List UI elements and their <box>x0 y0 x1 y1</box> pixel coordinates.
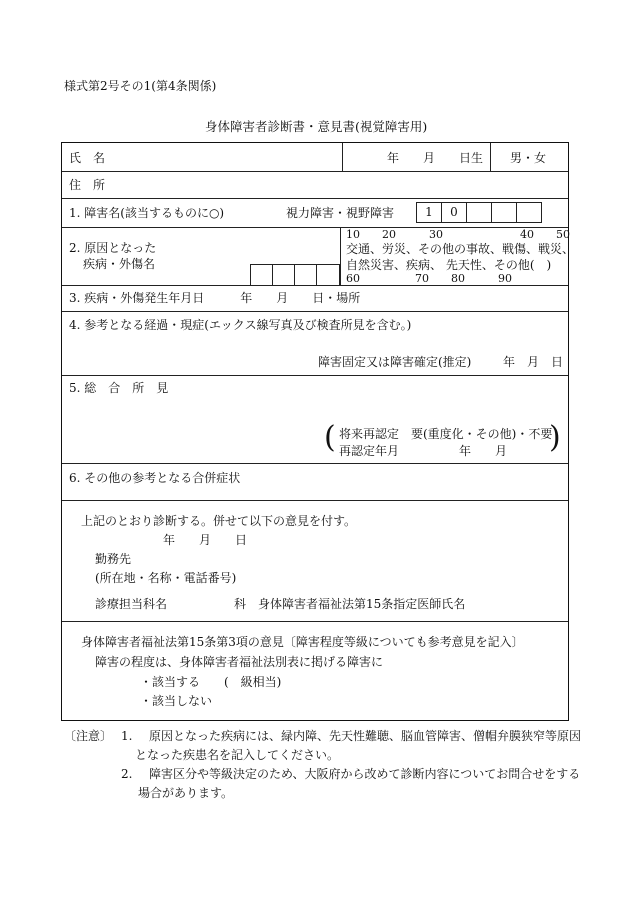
note-1-number: 1. <box>121 729 133 743</box>
name-label: 氏 名 <box>69 151 106 165</box>
gender-field[interactable]: 男・女 <box>510 151 547 165</box>
gender-divider <box>490 143 491 171</box>
note-1-line1: 原因となった疾病には、緑内障、先天性難聴、脳血管障害、僧帽弁膜狭窄等原因 <box>149 729 582 743</box>
cause-divider <box>340 227 341 285</box>
note-2-line1: 障害区分や等級決定のため、大阪府から改めて診断内容についてお問合せをする <box>149 767 581 781</box>
declaration-date[interactable]: 年 月 日 <box>163 533 248 547</box>
cause-label-line2: 疾病・外傷名 <box>83 257 156 271</box>
workplace-detail: (所在地・名称・電話番号) <box>95 571 237 585</box>
form-number: 様式第2号その1(第4条関係) <box>64 79 217 93</box>
cause-codes-bottom: 60 70 80 90 <box>346 272 512 285</box>
row-divider <box>62 375 568 376</box>
disability-type[interactable]: 視力障害・視野障害 <box>286 206 395 220</box>
opinion-option-applicable[interactable]: ・該当する ( 級相当) <box>140 675 282 689</box>
department-label: 診療担当科名 <box>95 597 168 611</box>
cause-code-cells[interactable] <box>250 264 340 286</box>
recert-bracket-right: ) <box>549 420 561 455</box>
name-divider <box>342 143 343 171</box>
cause-options-line2[interactable]: 自然災害、疾病、 先天性、その他( ) <box>346 258 552 272</box>
birth-date-field[interactable]: 年 月 日生 <box>387 151 484 165</box>
disability-label: 1. 障害名(該当するものに○) <box>69 206 225 220</box>
note-2-line2: 場合があります。 <box>138 786 234 800</box>
doctor-name-label: 科 身体障害者福祉法第15条指定医師氏名 <box>234 597 466 611</box>
opinion-line: 障害の程度は、身体障害者福祉法別表に掲げる障害に <box>95 655 384 669</box>
cause-codes-top: 10 20 30 40 50 <box>346 228 570 241</box>
disability-code-cell[interactable] <box>491 202 517 223</box>
disability-code-cell[interactable] <box>466 202 492 223</box>
findings-label: 5. 総 合 所 見 <box>69 381 169 395</box>
row-divider <box>62 171 568 172</box>
recert-line2[interactable]: 再認定年月 年 月 <box>339 444 508 458</box>
fixed-status: 障害固定又は障害確定(推定) <box>318 355 472 369</box>
disability-code-cell[interactable]: 1 <box>416 202 442 223</box>
row-divider <box>62 311 568 312</box>
opinion-heading: 身体障害者福祉法第15条第3項の意見〔障害程度等級についても参考意見を記入〕 <box>81 635 524 649</box>
opinion-option-not-applicable[interactable]: ・該当しない <box>140 694 213 708</box>
disability-code-cell[interactable]: 0 <box>441 202 467 223</box>
address-label: 住 所 <box>69 178 106 192</box>
cause-code-divider <box>272 264 273 285</box>
history-label: 4. 参考となる経過・現症(エックス線写真及び検査所見を含む。) <box>69 318 412 332</box>
recert-bracket-left: ( <box>324 420 336 455</box>
note-1-line2: となった疾患名を記入してください。 <box>135 748 340 762</box>
other-symptoms-label: 6. その他の参考となる合併症状 <box>69 471 241 485</box>
fixed-date-field[interactable]: 年 月 日 <box>503 355 564 369</box>
row-divider <box>62 198 568 199</box>
notes-label: 〔注意〕 <box>64 729 113 743</box>
row-divider <box>62 621 568 622</box>
workplace-label: 勤務先 <box>95 552 132 566</box>
recert-line1[interactable]: 将来再認定 要(重度化・その他)・不要 <box>339 427 553 441</box>
row-divider <box>62 500 568 501</box>
row-divider <box>62 463 568 464</box>
page-title: 身体障害者診断書・意見書(視覚障害用) <box>205 119 428 134</box>
cause-code-divider <box>294 264 295 285</box>
disability-code-cell[interactable] <box>516 202 542 223</box>
cause-options-line1[interactable]: 交通、労災、その他の事故、戦傷、戦災、 <box>346 242 575 256</box>
note-2-number: 2. <box>121 767 133 781</box>
cause-code-divider <box>316 264 317 285</box>
declaration-statement: 上記のとおり診断する。併せて以下の意見を付す。 <box>81 514 357 528</box>
onset-label[interactable]: 3. 疾病・外傷発生年月日 年 月 日・場所 <box>69 291 361 305</box>
cause-label-line1: 2. 原因となった <box>69 241 157 255</box>
